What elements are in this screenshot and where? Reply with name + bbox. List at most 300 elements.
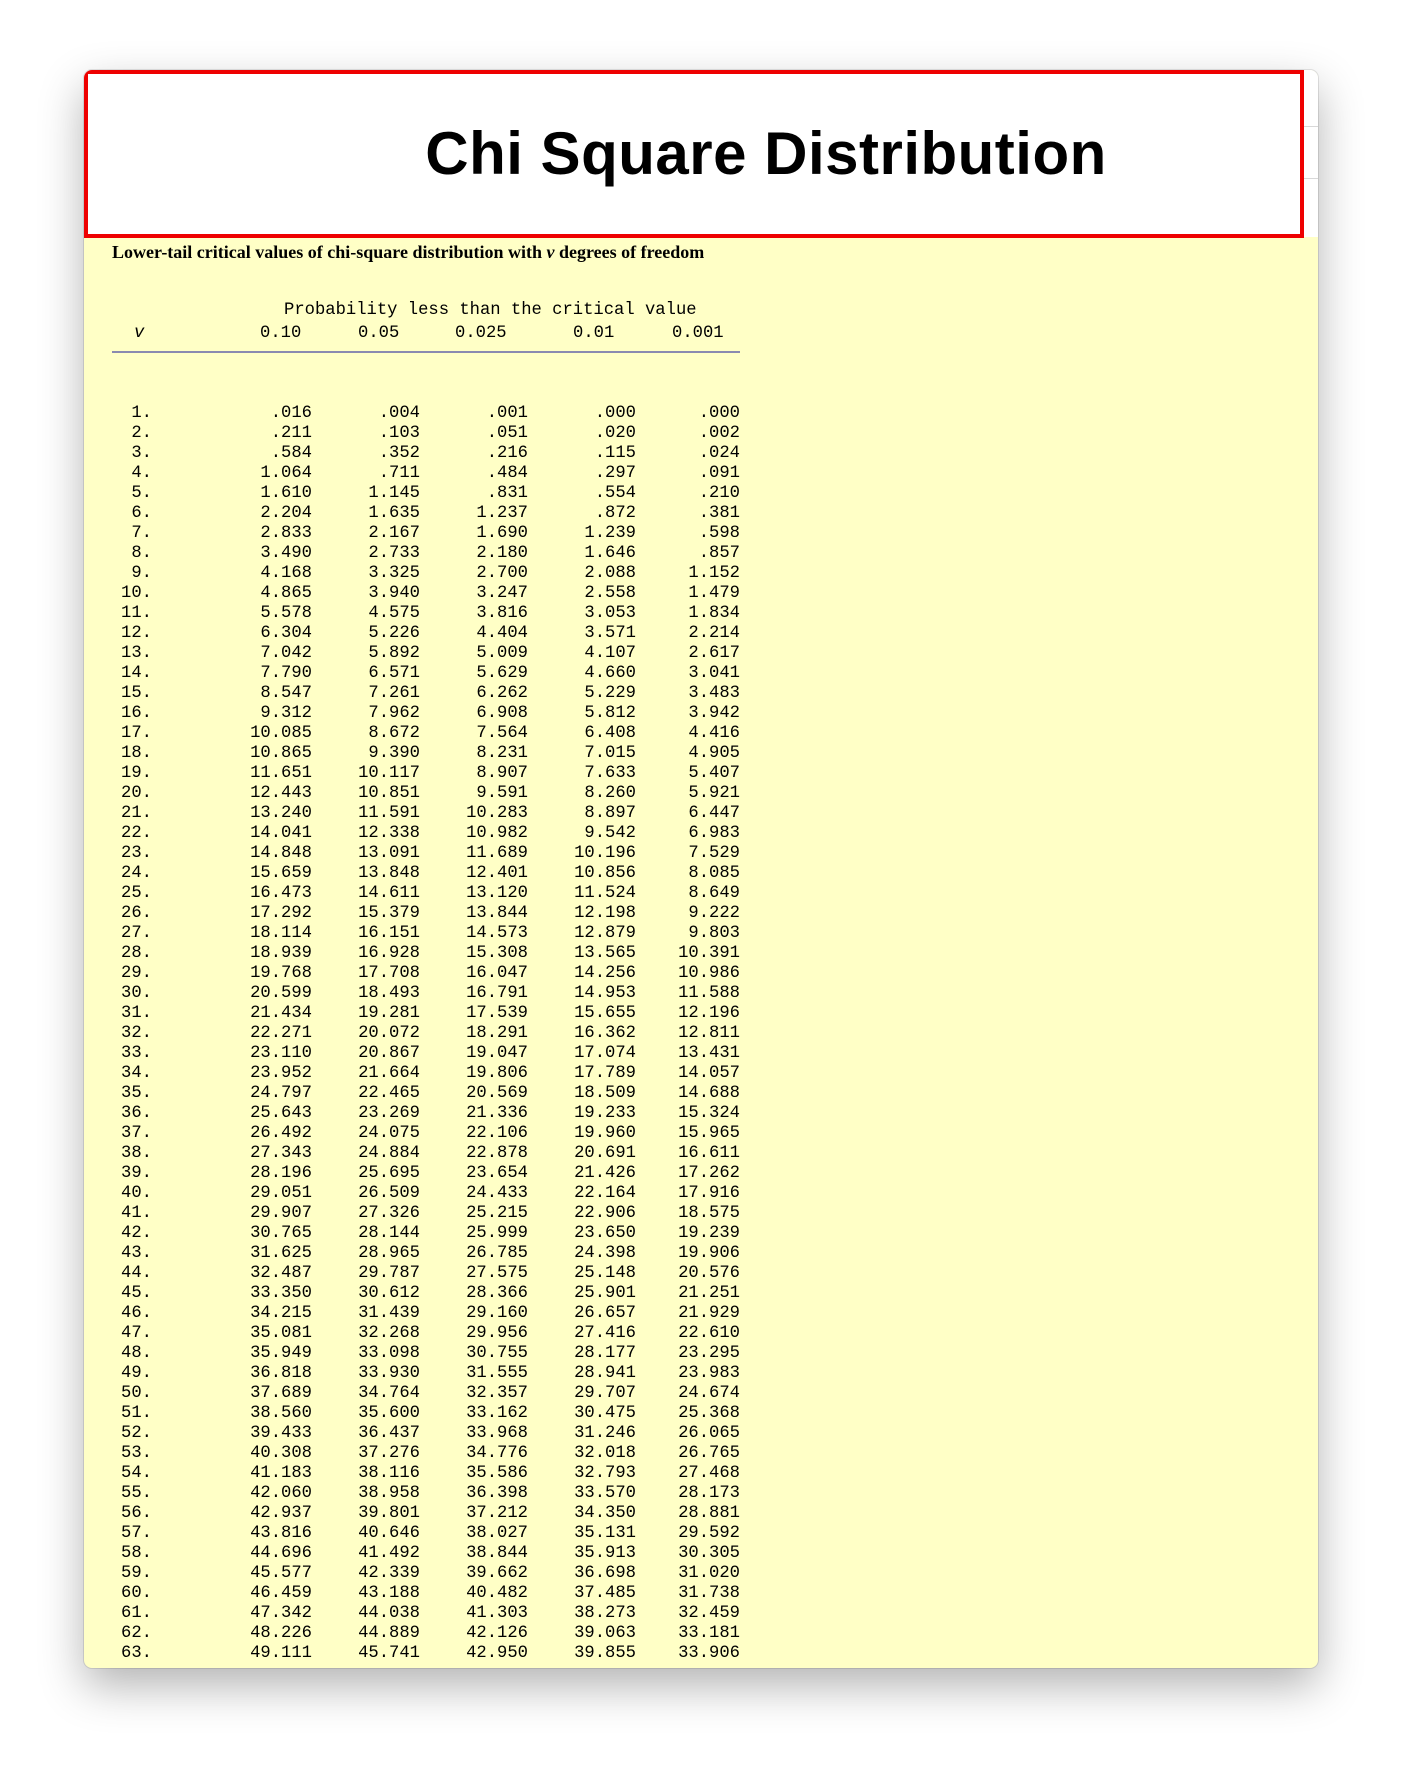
value-p001: 14.953 <box>574 984 636 1003</box>
value-p005: 7.261 <box>368 684 420 703</box>
value-p010: 18.939 <box>250 944 312 963</box>
table-row <box>112 1224 752 1244</box>
value-p0001: 1.834 <box>688 604 740 623</box>
value-p0025: 3.816 <box>476 604 528 623</box>
value-p001: 4.660 <box>584 664 636 683</box>
value-p005: 20.072 <box>358 1024 420 1043</box>
table-row <box>112 1324 752 1344</box>
value-p0025: 6.908 <box>476 704 528 723</box>
value-p0001: .024 <box>698 444 740 463</box>
table-row <box>112 884 752 904</box>
value-p001: 32.018 <box>574 1444 636 1463</box>
row-label: 59. <box>121 1564 152 1583</box>
value-p005: 7.962 <box>368 704 420 723</box>
row-label: 46. <box>121 1304 152 1323</box>
value-p0001: 28.173 <box>678 1484 740 1503</box>
value-p010: 32.487 <box>250 1264 312 1283</box>
value-p0001: .857 <box>698 544 740 563</box>
value-p0025: 13.844 <box>466 904 528 923</box>
table-row <box>112 484 752 504</box>
table-row <box>112 804 752 824</box>
value-p0001: 8.649 <box>688 884 740 903</box>
table-row <box>112 684 752 704</box>
table-row <box>112 724 752 744</box>
value-p0001: 3.483 <box>688 684 740 703</box>
table-row <box>112 944 752 964</box>
value-p005: 44.038 <box>358 1604 420 1623</box>
row-label: 26. <box>121 904 152 923</box>
row-label: 37. <box>121 1124 152 1143</box>
value-p010: 42.937 <box>250 1504 312 1523</box>
value-p010: 33.350 <box>250 1284 312 1303</box>
value-p001: 13.565 <box>574 944 636 963</box>
table-row <box>112 1584 752 1604</box>
value-p0001: 2.214 <box>688 624 740 643</box>
row-label: 9. <box>131 564 152 583</box>
table-row <box>112 544 752 564</box>
browser-window <box>84 70 1318 1668</box>
value-p0001: 2.617 <box>688 644 740 663</box>
table-row <box>112 404 752 424</box>
value-p005: 2.733 <box>368 544 420 563</box>
value-p0001: 26.065 <box>678 1424 740 1443</box>
value-p0001: 30.305 <box>678 1544 740 1563</box>
value-p005: 14.611 <box>358 884 420 903</box>
row-label: 21. <box>121 804 152 823</box>
table-row <box>112 564 752 584</box>
value-p0025: 35.586 <box>466 1464 528 1483</box>
row-label: 60. <box>121 1584 152 1603</box>
value-p0025: 34.776 <box>466 1444 528 1463</box>
row-label: 14. <box>121 664 152 683</box>
value-p0025: 2.180 <box>476 544 528 563</box>
value-p001: 4.107 <box>584 644 636 663</box>
value-p0025: 11.689 <box>466 844 528 863</box>
value-p0025: 13.120 <box>466 884 528 903</box>
value-p005: 17.708 <box>358 964 420 983</box>
value-p0001: 33.906 <box>678 1644 740 1663</box>
row-label: 23. <box>121 844 152 863</box>
row-label: 56. <box>121 1504 152 1523</box>
value-p0025: 25.999 <box>466 1224 528 1243</box>
value-p010: 11.651 <box>250 764 312 783</box>
value-p001: 31.246 <box>574 1424 636 1443</box>
value-p0001: 16.611 <box>678 1144 740 1163</box>
value-p0025: 16.047 <box>466 964 528 983</box>
value-p0001: 14.688 <box>678 1084 740 1103</box>
value-p0025: 28.366 <box>466 1284 528 1303</box>
value-p001: 12.198 <box>574 904 636 923</box>
row-label: 62. <box>121 1624 152 1643</box>
value-p0025: 42.950 <box>466 1644 528 1663</box>
value-p010: 35.949 <box>250 1344 312 1363</box>
value-p005: 20.867 <box>358 1044 420 1063</box>
row-label: 6. <box>131 504 152 523</box>
value-p010: 19.768 <box>250 964 312 983</box>
table-row <box>112 1284 752 1304</box>
value-p010: 23.110 <box>250 1044 312 1063</box>
value-p0001: .381 <box>698 504 740 523</box>
value-p001: 8.260 <box>584 784 636 803</box>
value-p001: 25.148 <box>574 1264 636 1283</box>
value-p001: 19.960 <box>574 1124 636 1143</box>
column-header-0.025: 0.025 <box>455 324 507 343</box>
value-p001: 3.053 <box>584 604 636 623</box>
table-row <box>112 764 752 784</box>
value-p0001: 32.459 <box>678 1604 740 1623</box>
table-row <box>112 1644 752 1664</box>
value-p001: .297 <box>594 464 636 483</box>
value-p0025: 38.844 <box>466 1544 528 1563</box>
caption-nu: v <box>546 242 555 262</box>
value-p010: 18.114 <box>250 924 312 943</box>
value-p010: 49.111 <box>250 1644 312 1663</box>
value-p005: 1.635 <box>368 504 420 523</box>
value-p0001: 33.181 <box>678 1624 740 1643</box>
value-p0001: 12.196 <box>678 1004 740 1023</box>
value-p001: 23.650 <box>574 1224 636 1243</box>
row-label: 32. <box>121 1024 152 1043</box>
table-row <box>112 1544 752 1564</box>
table-row <box>112 504 752 524</box>
value-p010: 2.833 <box>260 524 312 543</box>
table-row <box>112 1244 752 1264</box>
value-p0001: 8.085 <box>688 864 740 883</box>
value-p010: 20.599 <box>250 984 312 1003</box>
value-p010: 4.168 <box>260 564 312 583</box>
value-p0025: 29.160 <box>466 1304 528 1323</box>
value-p005: 36.437 <box>358 1424 420 1443</box>
column-header-0.01: 0.01 <box>573 324 615 343</box>
value-p005: 24.884 <box>358 1144 420 1163</box>
value-p0001: 10.391 <box>678 944 740 963</box>
value-p010: 29.051 <box>250 1184 312 1203</box>
value-p010: 42.060 <box>250 1484 312 1503</box>
table-row <box>112 584 752 604</box>
value-p005: 16.928 <box>358 944 420 963</box>
row-label: 63. <box>121 1644 152 1663</box>
value-p010: 1.610 <box>260 484 312 503</box>
value-p0001: 3.942 <box>688 704 740 723</box>
table-row <box>112 1124 752 1144</box>
value-p001: 10.856 <box>574 864 636 883</box>
value-p0001: 23.983 <box>678 1364 740 1383</box>
value-p001: 9.542 <box>584 824 636 843</box>
value-p010: 7.042 <box>260 644 312 663</box>
value-p0025: 41.303 <box>466 1604 528 1623</box>
value-p0001: 12.811 <box>678 1024 740 1043</box>
value-p010: 44.696 <box>250 1544 312 1563</box>
row-label: 15. <box>121 684 152 703</box>
value-p005: 34.764 <box>358 1384 420 1403</box>
row-label: 19. <box>121 764 152 783</box>
value-p005: 31.439 <box>358 1304 420 1323</box>
value-p0001: 19.239 <box>678 1224 740 1243</box>
value-p005: 33.930 <box>358 1364 420 1383</box>
value-p001: 24.398 <box>574 1244 636 1263</box>
value-p005: 5.226 <box>368 624 420 643</box>
value-p005: 13.848 <box>358 864 420 883</box>
value-p001: 7.633 <box>584 764 636 783</box>
value-p005: 13.091 <box>358 844 420 863</box>
value-p001: 20.691 <box>574 1144 636 1163</box>
value-p005: 43.188 <box>358 1584 420 1603</box>
value-p0001: 25.368 <box>678 1404 740 1423</box>
value-p0025: 39.662 <box>466 1564 528 1583</box>
value-p005: 45.741 <box>358 1644 420 1663</box>
value-p001: 5.229 <box>584 684 636 703</box>
value-p0001: 14.057 <box>678 1064 740 1083</box>
table-row <box>112 1304 752 1324</box>
row-label: 12. <box>121 624 152 643</box>
value-p0001: 10.986 <box>678 964 740 983</box>
value-p001: .872 <box>594 504 636 523</box>
value-p001: 26.657 <box>574 1304 636 1323</box>
value-p0001: 24.674 <box>678 1384 740 1403</box>
row-label: 34. <box>121 1064 152 1083</box>
row-label: 39. <box>121 1164 152 1183</box>
column-header-0.001: 0.001 <box>672 324 724 343</box>
value-p001: 34.350 <box>574 1504 636 1523</box>
value-p010: 12.443 <box>250 784 312 803</box>
value-p001: 33.570 <box>574 1484 636 1503</box>
value-p0025: 31.555 <box>466 1364 528 1383</box>
column-header-v: v <box>134 324 145 343</box>
value-p005: 25.695 <box>358 1164 420 1183</box>
value-p010: 37.689 <box>250 1384 312 1403</box>
value-p0025: .051 <box>486 424 528 443</box>
value-p010: 5.578 <box>260 604 312 623</box>
value-p0025: 23.654 <box>466 1164 528 1183</box>
table-row <box>112 1424 752 1444</box>
value-p010: 36.818 <box>250 1364 312 1383</box>
value-p005: 9.390 <box>368 744 420 763</box>
value-p0001: 26.765 <box>678 1444 740 1463</box>
value-p010: 29.907 <box>250 1204 312 1223</box>
value-p005: 8.672 <box>368 724 420 743</box>
row-label: 43. <box>121 1244 152 1263</box>
value-p0025: .216 <box>486 444 528 463</box>
table-row <box>112 464 752 484</box>
value-p010: 28.196 <box>250 1164 312 1183</box>
row-label: 1. <box>131 404 152 423</box>
value-p0025: .831 <box>486 484 528 503</box>
value-p001: 5.812 <box>584 704 636 723</box>
row-label: 4. <box>131 464 152 483</box>
value-p0001: 17.916 <box>678 1184 740 1203</box>
value-p0001: 1.479 <box>688 584 740 603</box>
row-label: 52. <box>121 1424 152 1443</box>
table-caption <box>112 242 704 263</box>
value-p001: 25.901 <box>574 1284 636 1303</box>
critical-values-table <box>112 404 752 1664</box>
value-p0001: 31.020 <box>678 1564 740 1583</box>
value-p001: 18.509 <box>574 1084 636 1103</box>
table-row <box>112 1564 752 1584</box>
value-p0025: 20.569 <box>466 1084 528 1103</box>
table-row <box>112 1444 752 1464</box>
value-p001: 30.475 <box>574 1404 636 1423</box>
value-p0025: 9.591 <box>476 784 528 803</box>
value-p0025: 7.564 <box>476 724 528 743</box>
value-p001: 10.196 <box>574 844 636 863</box>
table-row <box>112 1504 752 1524</box>
value-p0025: 21.336 <box>466 1104 528 1123</box>
table-row <box>112 784 752 804</box>
value-p005: 2.167 <box>368 524 420 543</box>
value-p0025: 15.308 <box>466 944 528 963</box>
value-p005: .004 <box>378 404 420 423</box>
row-label: 11. <box>121 604 152 623</box>
value-p0025: 32.357 <box>466 1384 528 1403</box>
value-p0001: 4.416 <box>688 724 740 743</box>
value-p0025: 37.212 <box>466 1504 528 1523</box>
row-label: 31. <box>121 1004 152 1023</box>
value-p0001: 15.324 <box>678 1104 740 1123</box>
value-p001: 35.913 <box>574 1544 636 1563</box>
value-p0001: .091 <box>698 464 740 483</box>
value-p0001: 11.588 <box>678 984 740 1003</box>
value-p010: 14.041 <box>250 824 312 843</box>
row-label: 35. <box>121 1084 152 1103</box>
value-p010: 21.434 <box>250 1004 312 1023</box>
value-p0001: 19.906 <box>678 1244 740 1263</box>
value-p0001: 6.447 <box>688 804 740 823</box>
value-p0025: 42.126 <box>466 1624 528 1643</box>
table-row <box>112 744 752 764</box>
value-p005: 32.268 <box>358 1324 420 1343</box>
value-p0025: 3.247 <box>476 584 528 603</box>
value-p001: .554 <box>594 484 636 503</box>
value-p005: 44.889 <box>358 1624 420 1643</box>
title-banner <box>84 70 1318 237</box>
value-p001: 37.485 <box>574 1584 636 1603</box>
value-p0025: 16.791 <box>466 984 528 1003</box>
value-p001: 6.408 <box>584 724 636 743</box>
value-p0001: .598 <box>698 524 740 543</box>
value-p010: 4.865 <box>260 584 312 603</box>
value-p010: 6.304 <box>260 624 312 643</box>
row-label: 13. <box>121 644 152 663</box>
value-p005: 21.664 <box>358 1064 420 1083</box>
value-p005: .711 <box>378 464 420 483</box>
row-label: 53. <box>121 1444 152 1463</box>
header-rule <box>112 351 740 353</box>
value-p010: 48.226 <box>250 1624 312 1643</box>
row-label: 44. <box>121 1264 152 1283</box>
value-p0025: 14.573 <box>466 924 528 943</box>
value-p0001: 20.576 <box>678 1264 740 1283</box>
value-p0025: 10.982 <box>466 824 528 843</box>
value-p001: 19.233 <box>574 1104 636 1123</box>
value-p010: 31.625 <box>250 1244 312 1263</box>
value-p0025: 1.237 <box>476 504 528 523</box>
value-p001: 38.273 <box>574 1604 636 1623</box>
value-p001: 17.074 <box>574 1044 636 1063</box>
table-row <box>112 1484 752 1504</box>
value-p005: 38.958 <box>358 1484 420 1503</box>
column-header-0.10: 0.10 <box>260 324 302 343</box>
value-p001: 1.239 <box>584 524 636 543</box>
value-p0025: 12.401 <box>466 864 528 883</box>
highlight-box <box>84 70 1304 238</box>
row-label: 54. <box>121 1464 152 1483</box>
table-row <box>112 1204 752 1224</box>
value-p005: 41.492 <box>358 1544 420 1563</box>
table-row <box>112 864 752 884</box>
table-row <box>112 1164 752 1184</box>
value-p005: 27.326 <box>358 1204 420 1223</box>
row-label: 38. <box>121 1144 152 1163</box>
value-p0001: 17.262 <box>678 1164 740 1183</box>
row-label: 41. <box>121 1204 152 1223</box>
table-row <box>112 1024 752 1044</box>
caption-prefix: Lower-tail critical values of chi-square distribution with <box>112 242 547 262</box>
value-p0001: 6.983 <box>688 824 740 843</box>
value-p005: 26.509 <box>358 1184 420 1203</box>
value-p001: 16.362 <box>574 1024 636 1043</box>
value-p010: 45.577 <box>250 1564 312 1583</box>
value-p010: 22.271 <box>250 1024 312 1043</box>
table-row <box>112 1604 752 1624</box>
value-p0025: 2.700 <box>476 564 528 583</box>
value-p0025: .484 <box>486 464 528 483</box>
row-label: 57. <box>121 1524 152 1543</box>
value-p001: 35.131 <box>574 1524 636 1543</box>
row-label: 45. <box>121 1284 152 1303</box>
row-label: 29. <box>121 964 152 983</box>
value-p001: 17.789 <box>574 1064 636 1083</box>
value-p0001: 28.881 <box>678 1504 740 1523</box>
value-p010: 41.183 <box>250 1464 312 1483</box>
value-p0025: 33.162 <box>466 1404 528 1423</box>
table-row <box>112 644 752 664</box>
value-p010: 14.848 <box>250 844 312 863</box>
value-p001: 12.879 <box>574 924 636 943</box>
value-p0001: 22.610 <box>678 1324 740 1343</box>
value-p0001: .210 <box>698 484 740 503</box>
value-p0025: 5.009 <box>476 644 528 663</box>
table-row <box>112 1144 752 1164</box>
row-label: 25. <box>121 884 152 903</box>
table-row <box>112 1364 752 1384</box>
value-p010: .584 <box>270 444 312 463</box>
table-row <box>112 1404 752 1424</box>
table-row <box>112 444 752 464</box>
row-label: 24. <box>121 864 152 883</box>
value-p0025: 8.231 <box>476 744 528 763</box>
value-p010: .211 <box>270 424 312 443</box>
value-p005: 19.281 <box>358 1004 420 1023</box>
value-p005: 10.117 <box>358 764 420 783</box>
row-label: 40. <box>121 1184 152 1203</box>
table-row <box>112 704 752 724</box>
value-p010: 34.215 <box>250 1304 312 1323</box>
value-p001: 3.571 <box>584 624 636 643</box>
value-p005: 3.325 <box>368 564 420 583</box>
value-p005: 10.851 <box>358 784 420 803</box>
value-p010: 9.312 <box>260 704 312 723</box>
value-p010: 13.240 <box>250 804 312 823</box>
value-p0001: 27.468 <box>678 1464 740 1483</box>
value-p005: 24.075 <box>358 1124 420 1143</box>
value-p001: 21.426 <box>574 1164 636 1183</box>
value-p0025: 24.433 <box>466 1184 528 1203</box>
value-p005: 39.801 <box>358 1504 420 1523</box>
value-p001: 29.707 <box>574 1384 636 1403</box>
value-p0001: 18.575 <box>678 1204 740 1223</box>
value-p005: 3.940 <box>368 584 420 603</box>
